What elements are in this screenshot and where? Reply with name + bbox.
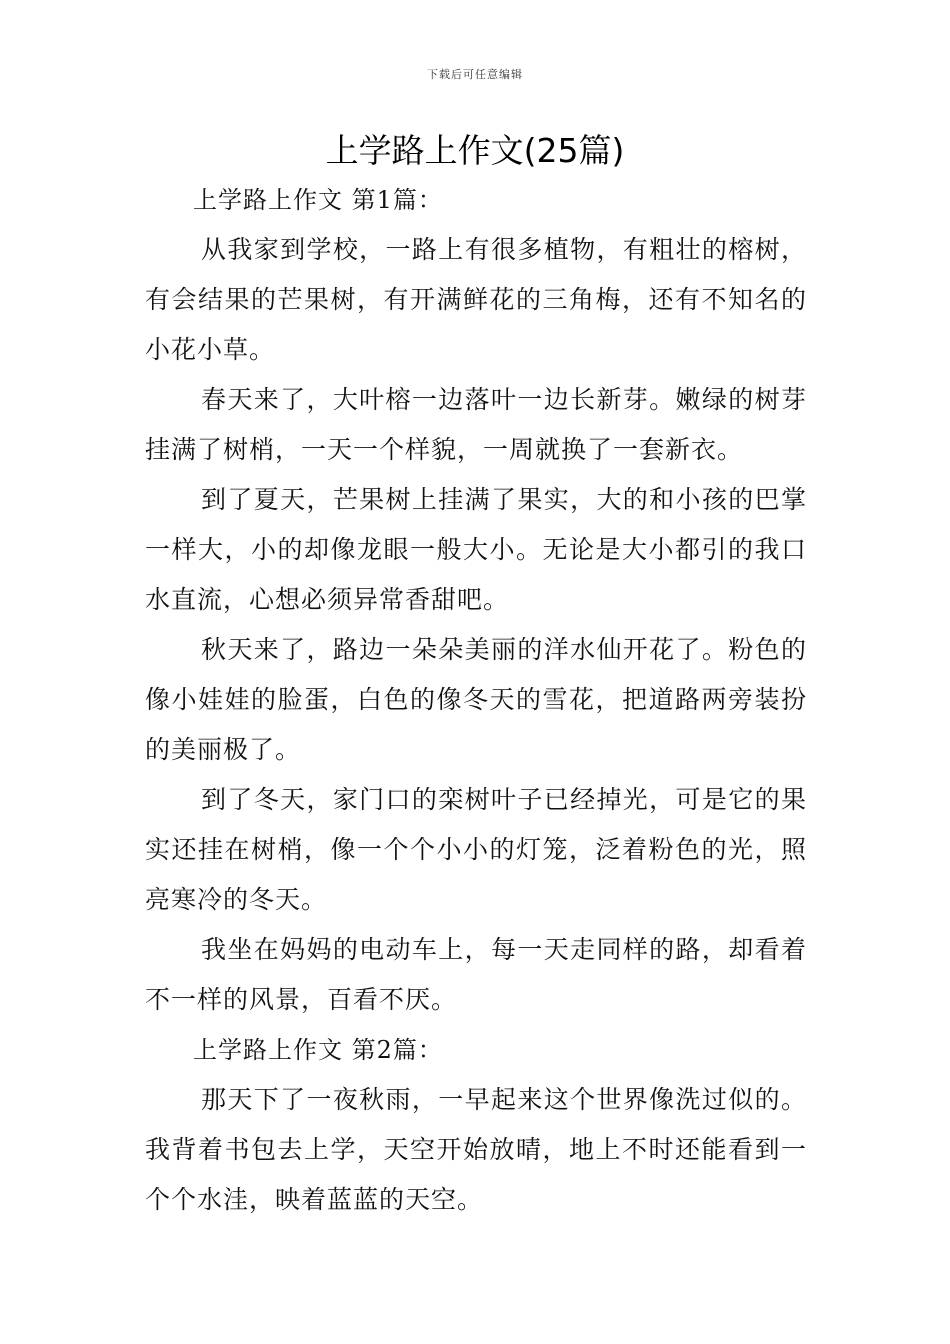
paragraph: 从我家到学校，一路上有很多植物，有粗壮的榕树，有会结果的芒果树，有开满鲜花的三角梅，还有不知名的小花小草。 [145,235,807,364]
page-header-note: 下载后可任意编辑 [427,68,523,81]
document-title: 上学路上作文(25篇) [325,131,625,170]
paragraph: 到了夏天，芒果树上挂满了果实，大的和小孩的巴掌一样大，小的却像龙眼一般大小。无论是大小都引的我口水直流，心想必须异常香甜吧。 [145,485,807,614]
paragraph: 我坐在妈妈的电动车上，每一天走同样的路，却看着不一样的风景，百看不厌。 [145,935,807,1014]
section-heading-2: 上学路上作文 第2篇： [193,1036,443,1064]
section-heading-1: 上学路上作文 第1篇： [193,186,443,214]
document-body [145,175,807,1225]
paragraph: 春天来了，大叶榕一边落叶一边长新芽。嫩绿的树芽挂满了树梢，一天一个样貌，一周就换了一套新衣。 [145,385,807,464]
paragraph: 秋天来了，路边一朵朵美丽的洋水仙开花了。粉色的像小娃娃的脸蛋，白色的像冬天的雪花，把道路两旁装扮的美丽极了。 [145,635,807,764]
paragraph: 那天下了一夜秋雨，一早起来这个世界像洗过似的。我背着书包去上学，天空开始放晴，地上不时还能看到一个个水洼，映着蓝蓝的天空。 [145,1085,807,1214]
paragraph: 到了冬天，家门口的栾树叶子已经掉光，可是它的果实还挂在树梢，像一个个小小的灯笼，泛着粉色的光，照亮寒冷的冬天。 [145,785,807,914]
